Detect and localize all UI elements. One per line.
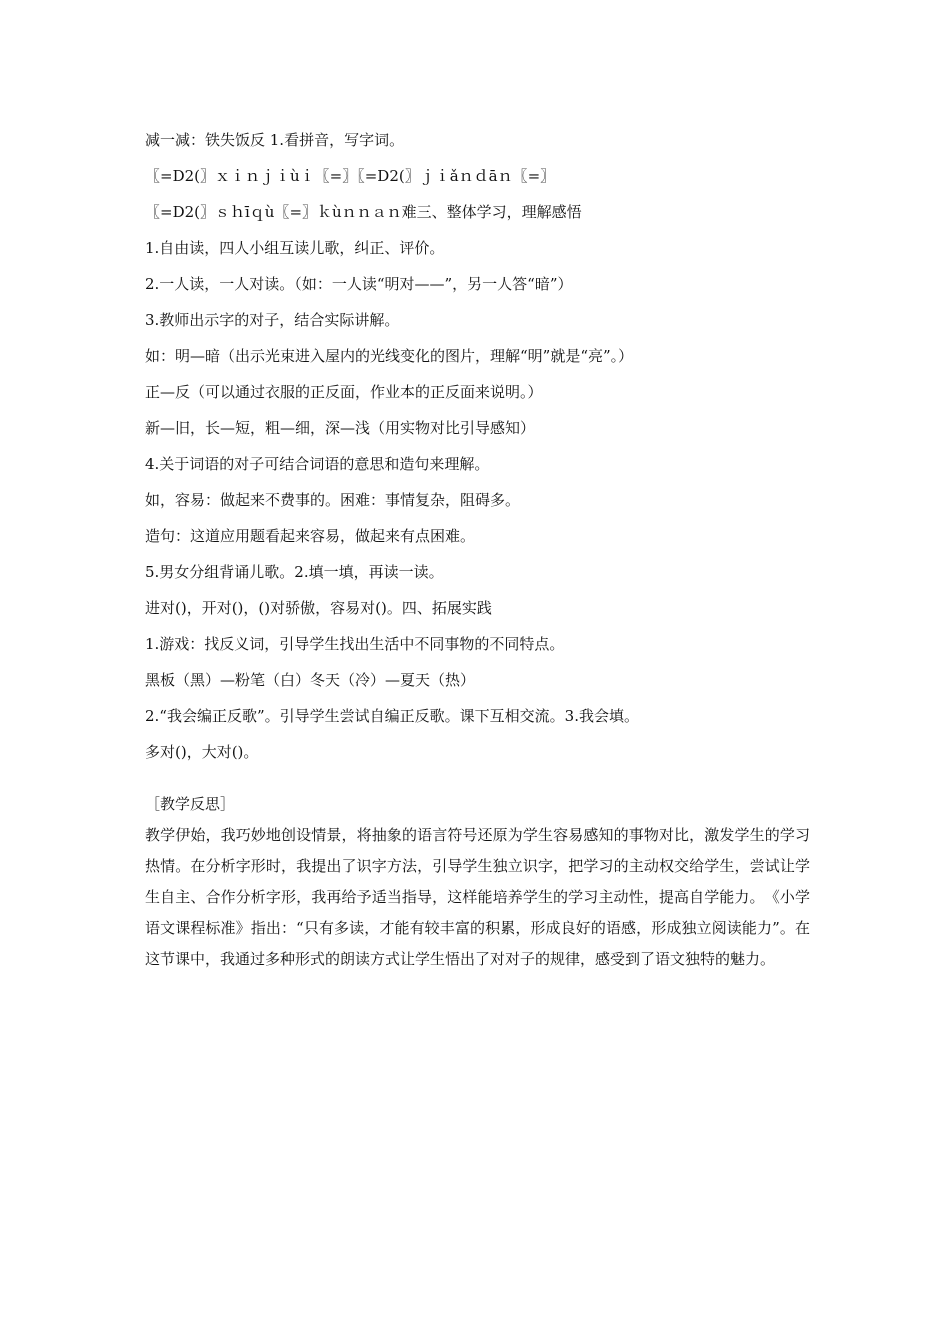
reflection-paragraph: 教学伊始，我巧妙地创设情景，将抽象的语言符号还原为学生容易感知的事物对比，激发学生的学习热情。在分析字形时，我提出了识字方法，引导学生独立识字，把学习的主动权交给学生，尝试让学生自主、合作分析字形，我再给予适当指导，这样能培养学生的学习主动性，提高自学能力。 《小学语文课程标准》指出：“只有多读，才能有较丰富的积累，形成良好的语感，形成独立阅读能力”。在这节课中，我通过多种形式的朗读方式让学生悟出了对对子的规律，感受到了语文独特的魅力。: [145, 826, 810, 968]
text-line: 黑板（黑）—粉笔（白）冬天（冷）—夏天（热）: [145, 671, 476, 689]
text-line: 4.关于词语的对子可结合词语的意思和造句来理解。: [145, 455, 490, 473]
text-line: 新—旧，长—短，粗—细，深—浅（用实物对比引导感知）: [145, 419, 536, 437]
text-line: 1.自由读，四人小组互读儿歌，纠正、评价。: [145, 239, 445, 257]
section-spacer: [145, 770, 810, 788]
text-line: 正—反（可以通过衣服的正反面，作业本的正反面来说明。）: [145, 383, 543, 401]
text-line: 如，容易：做起来不费事的。困难：事情复杂，阻碍多。: [145, 491, 521, 509]
text-line: 〖=D2(〗ｘｉｎｊｉùｉ〖=〗〖=D2(〗ｊｉǎｎｄāｎ〖=〗: [145, 167, 556, 185]
text-line: 3.教师出示字的对子，结合实际讲解。: [145, 311, 400, 329]
text-line: 多对()，大对()。: [145, 743, 259, 761]
reflection-heading: ［教学反思］: [145, 795, 236, 813]
text-line: 5.男女分组背诵儿歌。2.填一填，再读一读。: [145, 563, 444, 581]
text-line: 如：明—暗（出示光束进入屋内的光线变化的图片，理解“明”就是“亮”。）: [145, 347, 634, 365]
text-line: 〖=D2(〗ｓｈīｑù〖=〗ｋùｎｎａｎ难三、整体学习，理解感悟: [145, 203, 582, 221]
document-page: [145, 122, 810, 975]
text-line: 进对()，开对()，()对骄傲，容易对()。四、拓展实践: [145, 599, 492, 617]
text-line: 减一减：铁失饭反 1.看拼音，写字词。: [145, 131, 405, 149]
text-line: 2.一人读，一人对读。（如：一人读“明对——”，另一人答“暗”）: [145, 275, 573, 293]
text-line: 造句：这道应用题看起来容易，做起来有点困难。: [145, 527, 476, 545]
reflection-section: [145, 788, 810, 975]
text-line: 2.“我会编正反歌”。引导学生尝试自编正反歌。课下互相交流。3.我会填。: [145, 707, 639, 725]
text-line: 1.游戏：找反义词，引导学生找出生活中不同事物的不同特点。: [145, 635, 565, 653]
